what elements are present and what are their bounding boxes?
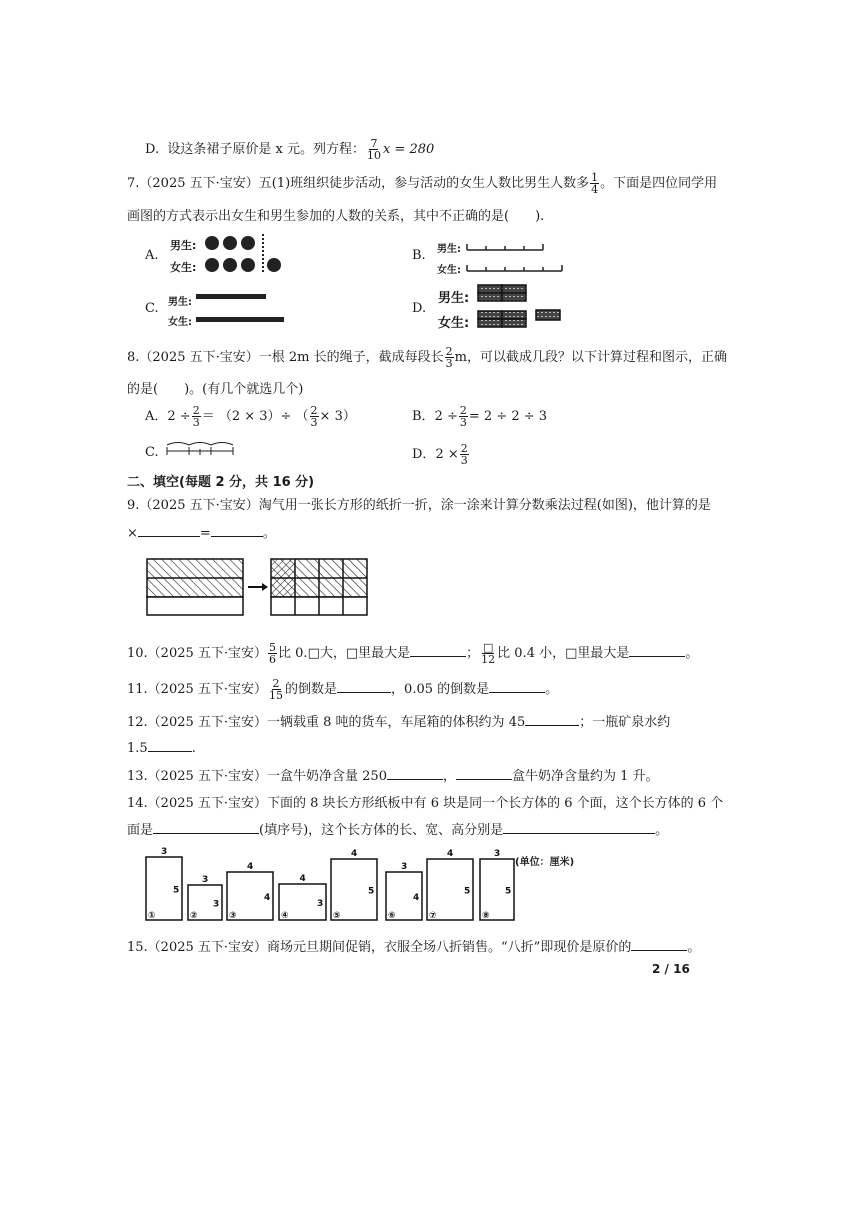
denominator: 4 bbox=[591, 183, 599, 196]
board-top-length: 4 bbox=[247, 862, 254, 872]
unit-label: (单位：厘米) bbox=[515, 857, 575, 868]
option-label: B． bbox=[412, 409, 435, 424]
fraction bbox=[192, 405, 201, 428]
q14-line2 bbox=[127, 819, 668, 838]
board-number: ⑧ bbox=[482, 911, 490, 921]
q8-option-c-number-line bbox=[165, 437, 237, 467]
q15 bbox=[127, 936, 700, 955]
period: 。 bbox=[687, 940, 701, 955]
q8-text: 8.（2025 五下·宝安）一根 2m 长的绳子，截成每段长 bbox=[127, 350, 444, 365]
fraction bbox=[460, 443, 469, 466]
board-side-length: 5 bbox=[368, 886, 375, 897]
answer-blank bbox=[153, 821, 259, 834]
q13-text: 盒牛奶净含量约为 1 升。 bbox=[511, 769, 659, 784]
q11 bbox=[127, 678, 558, 701]
expr: = 2 ÷ 2 ÷ 3 bbox=[468, 409, 548, 424]
q10 bbox=[127, 642, 698, 665]
answer-blank bbox=[387, 767, 443, 780]
q7-option-d-label: D. bbox=[412, 301, 427, 316]
board-side-length: 4 bbox=[413, 893, 420, 903]
denominator: 3 bbox=[310, 416, 318, 429]
q14-text: (填序号)，这个长方体的长、宽、高分别是 bbox=[259, 823, 504, 838]
numerator: 2 bbox=[310, 404, 318, 417]
q8-line1 bbox=[127, 346, 727, 369]
q7-option-a-figure bbox=[200, 232, 290, 276]
q7-option-c-figure bbox=[195, 292, 287, 326]
answer-blank bbox=[629, 644, 685, 657]
q7-option-b-label: B. bbox=[412, 248, 426, 263]
girl-label: 女生: bbox=[437, 265, 461, 276]
q7-option-d-figure bbox=[476, 283, 566, 333]
answer-blank bbox=[138, 524, 200, 537]
option-label: D. bbox=[145, 142, 160, 157]
page-number: 2 / 16 bbox=[652, 962, 690, 976]
q14-line1: 14.（2025 五下·宝安）下面的 8 块长方形纸板中有 6 块是同一个长方体的 6 个面，这个长方体的 6 个 bbox=[127, 796, 724, 811]
numerator: 7 bbox=[370, 137, 378, 150]
q9-folding-figure bbox=[140, 555, 375, 619]
board-number: ⑤ bbox=[333, 911, 341, 921]
board-number: ⑦ bbox=[429, 911, 437, 921]
answer-blank bbox=[525, 713, 579, 726]
q8-option-d bbox=[412, 443, 470, 466]
section-heading: 二、填空(每题 2 分，共 16 分) bbox=[127, 475, 315, 490]
q10-text: 比 0.4 小，□里最大是 bbox=[497, 646, 630, 661]
times-sign: × bbox=[127, 526, 138, 541]
answer-blank bbox=[148, 739, 192, 752]
answer-blank bbox=[489, 680, 545, 693]
fraction bbox=[590, 172, 599, 195]
numerator: 5 bbox=[269, 641, 277, 654]
girl-label: 女生: bbox=[170, 261, 197, 274]
option-label: D． bbox=[412, 447, 436, 462]
q8-option-a bbox=[145, 405, 356, 428]
boy-label: 男生: bbox=[437, 244, 461, 255]
girl-label: 女生: bbox=[438, 316, 470, 331]
q12-line2 bbox=[127, 739, 196, 756]
period: 。 bbox=[545, 682, 559, 697]
q7-text: 7.（2025 五下·宝安）五(1)班组织徒步活动，参与活动的女生人数比男生人数多 bbox=[127, 176, 590, 191]
answer-blank bbox=[211, 524, 263, 537]
board-side-length: 5 bbox=[173, 885, 180, 896]
expr: × 3） bbox=[319, 409, 356, 424]
q7-line2: 画图的方式表示出女生和男生参加的人数的关系，其中不正确的是( ). bbox=[127, 209, 545, 224]
q11-text: ，0.05 的倒数是 bbox=[391, 682, 490, 697]
period: . bbox=[191, 741, 196, 756]
q9-line1: 9.（2025 五下·宝安）淘气用一张长方形的纸折一折，涂一涂来计算分数乘法过程(如图)，他计算的是 bbox=[127, 498, 711, 513]
q12-text: 1.5 bbox=[127, 741, 148, 756]
answer-blank bbox=[456, 767, 512, 780]
fraction bbox=[268, 678, 284, 701]
denominator: 3 bbox=[460, 454, 468, 467]
numerator: 2 bbox=[459, 404, 467, 417]
denominator: 6 bbox=[269, 653, 277, 666]
expr: 2 ÷ bbox=[434, 409, 458, 424]
separator: ； bbox=[466, 646, 480, 661]
q7-option-b-figure bbox=[465, 240, 565, 276]
q15-text: 15.（2025 五下·宝安）商场元旦期间促销，衣服全场八折销售。“八折”即现价是原价的 bbox=[127, 940, 632, 955]
board-number: ⑥ bbox=[388, 911, 396, 921]
q8-option-b bbox=[412, 405, 547, 428]
fraction bbox=[366, 138, 382, 161]
numerator: 2 bbox=[445, 345, 453, 358]
denominator: 3 bbox=[192, 416, 200, 429]
numerator: 2 bbox=[272, 677, 280, 690]
board-side-length: 4 bbox=[264, 893, 271, 903]
q11-prefix: 11.（2025 五下·宝安） bbox=[127, 682, 268, 697]
period: 。 bbox=[655, 823, 669, 838]
board-top-length: 3 bbox=[161, 847, 168, 857]
board-side-length: 5 bbox=[505, 886, 512, 897]
denominator: 10 bbox=[366, 149, 381, 162]
answer-blank bbox=[503, 821, 655, 834]
board-side-length: 3 bbox=[317, 899, 324, 909]
board-number: ① bbox=[148, 911, 156, 921]
board-top-length: 4 bbox=[299, 874, 306, 884]
fraction bbox=[480, 642, 496, 665]
fraction bbox=[459, 405, 468, 428]
answer-blank bbox=[337, 680, 391, 693]
option-text: 设这条裙子原价是 x 元。列方程： bbox=[167, 142, 365, 157]
fraction bbox=[268, 642, 277, 665]
board-number: ③ bbox=[229, 911, 237, 921]
board-top-length: 3 bbox=[202, 875, 209, 885]
q6-option-d bbox=[145, 138, 434, 161]
boy-label: 男生: bbox=[170, 239, 197, 252]
q10-text: 比 0.□大，□里最大是 bbox=[278, 646, 411, 661]
q12-text: ；一瓶矿泉水约 bbox=[579, 715, 671, 730]
boy-label: 男生: bbox=[438, 291, 470, 306]
q14-text: 面是 bbox=[127, 823, 154, 838]
q13 bbox=[127, 765, 659, 784]
girl-label: 女生: bbox=[168, 317, 192, 328]
q7-option-c-label: C. bbox=[145, 301, 159, 316]
option-label: A． bbox=[145, 409, 168, 424]
expr: 2 ÷ bbox=[167, 409, 191, 424]
q8-line2: 的是( )。(有几个就选几个) bbox=[127, 382, 304, 397]
numerator: 2 bbox=[192, 404, 200, 417]
q9-line2 bbox=[127, 522, 276, 541]
board-top-length: 4 bbox=[351, 849, 358, 859]
denominator: 15 bbox=[269, 689, 284, 702]
expr: ＝ （2 × 3）÷ （ bbox=[201, 409, 309, 424]
denominator: 3 bbox=[459, 416, 467, 429]
equation: x = 280 bbox=[382, 142, 435, 157]
numerator: 2 bbox=[460, 442, 468, 455]
numerator: 1 bbox=[591, 171, 599, 184]
board-number: ② bbox=[190, 911, 198, 921]
period: 。 bbox=[685, 646, 699, 661]
answer-blank bbox=[631, 938, 687, 951]
q12-line1 bbox=[127, 711, 670, 730]
board-top-length: 3 bbox=[494, 849, 501, 859]
q10-prefix: 10.（2025 五下·宝安） bbox=[127, 646, 268, 661]
q13-text: 13.（2025 五下·宝安）一盒牛奶净含量 250 bbox=[127, 769, 387, 784]
expr: 2 × bbox=[435, 447, 459, 462]
q12-text: 12.（2025 五下·宝安）一辆载重 8 吨的货车，车尾箱的体积约为 45 bbox=[127, 715, 526, 730]
period: 。 bbox=[262, 526, 276, 541]
q8-option-c-label: C. bbox=[145, 445, 159, 460]
fraction bbox=[310, 405, 319, 428]
q11-text: 的倒数是 bbox=[285, 682, 338, 697]
fraction bbox=[445, 346, 454, 369]
numerator: □ bbox=[482, 641, 494, 654]
q8-text-b: m，可以截成几段？以下计算过程和图示，正确 bbox=[454, 350, 727, 365]
boy-label: 男生: bbox=[168, 297, 192, 308]
equals-sign: = bbox=[199, 526, 211, 541]
denominator: 3 bbox=[445, 357, 453, 370]
answer-blank bbox=[410, 644, 466, 657]
q7-text-b: 。下面是四位同学用 bbox=[600, 176, 718, 191]
board-side-length: 5 bbox=[464, 886, 471, 897]
denominator: 12 bbox=[481, 653, 496, 666]
q7-option-a-label: A. bbox=[145, 248, 159, 263]
board-side-length: 3 bbox=[213, 899, 220, 910]
board-number: ④ bbox=[281, 911, 289, 921]
separator: ， bbox=[442, 769, 456, 784]
board-top-length: 3 bbox=[401, 862, 408, 872]
board-top-length: 4 bbox=[447, 849, 454, 859]
q7-line1 bbox=[127, 172, 717, 195]
